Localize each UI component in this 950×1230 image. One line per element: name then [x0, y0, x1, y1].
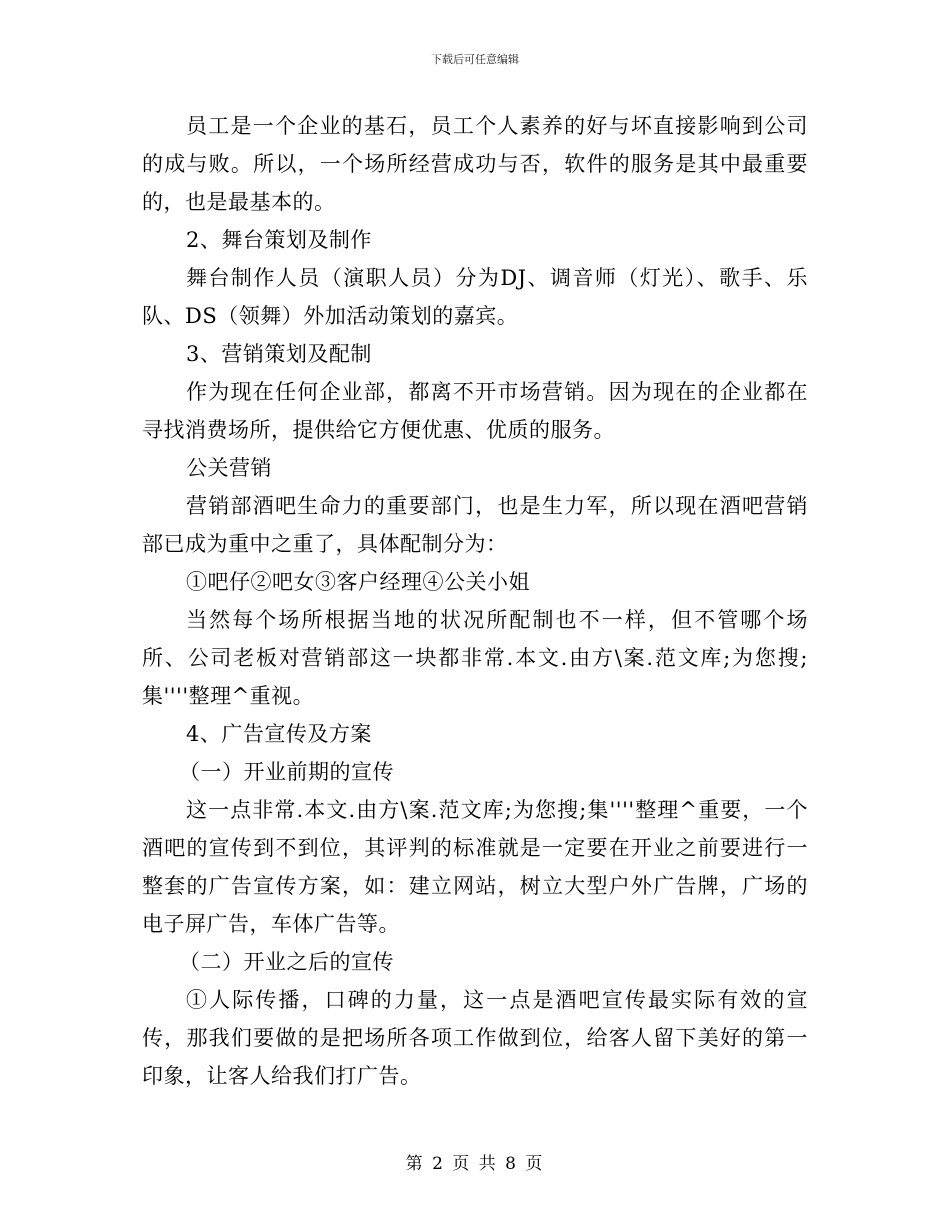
document-body [142, 107, 808, 1095]
subheading-pr-marketing: 公关营销 [186, 456, 272, 480]
paragraph-marketing: 作为现在任何企业部，都离不开市场营销。因为现在的企业都在寻找消费场所，提供给它方便优惠、优质的服务。 [142, 380, 808, 442]
paragraph-marketing-importance: 当然每个场所根据当地的状况所配制也不一样，但不管哪个场所、公司老板对营销部这一块都非常.本文.由方\案.范文库;为您搜;集''''整理^重视。 [142, 608, 808, 708]
page-header: 下载后可任意编辑 [431, 53, 519, 66]
subheading-post-opening: （二）开业之后的宣传 [179, 950, 394, 974]
subheading-pre-opening: （一）开业前期的宣传 [179, 760, 394, 784]
section-heading-marketing: 3、营销策划及配制 [186, 342, 372, 366]
paragraph-roles-list: ①吧仔②吧女③客户经理④公关小姐 [186, 570, 530, 594]
paragraph-staff: 员工是一个企业的基石，员工个人素养的好与坏直接影响到公司的成与败。所以，一个场所经营成功与否，软件的服务是其中最重要的，也是最基本的。 [142, 114, 808, 214]
paragraph-stage-staff: 舞台制作人员（演职人员）分为DJ、调音师（灯光）、歌手、乐队、DS（领舞）外加活动策划的嘉宾。 [142, 266, 808, 328]
page-number: 第 2 页 共 8 页 [405, 1154, 545, 1174]
section-heading-stage: 2、舞台策划及制作 [186, 228, 372, 252]
section-heading-advertising: 4、广告宣传及方案 [186, 722, 372, 746]
paragraph-pre-opening: 这一点非常.本文.由方\案.范文库;为您搜;集''''整理^重要，一个酒吧的宣传到不到位，其评判的标准就是一定要在开业之前要进行一整套的广告宣传方案，如：建立网站，树立大型户外广告牌，广场的电子屏广告，车体广告等。 [142, 798, 808, 936]
paragraph-marketing-dept: 营销部酒吧生命力的重要部门，也是生力军，所以现在酒吧营销部已成为重中之重了，具体配制分为： [142, 494, 808, 556]
paragraph-word-of-mouth: ①人际传播，口碑的力量，这一点是酒吧宣传最实际有效的宣传，那我们要做的是把场所各项工作做到位，给客人留下美好的第一印象，让客人给我们打广告。 [142, 988, 808, 1088]
